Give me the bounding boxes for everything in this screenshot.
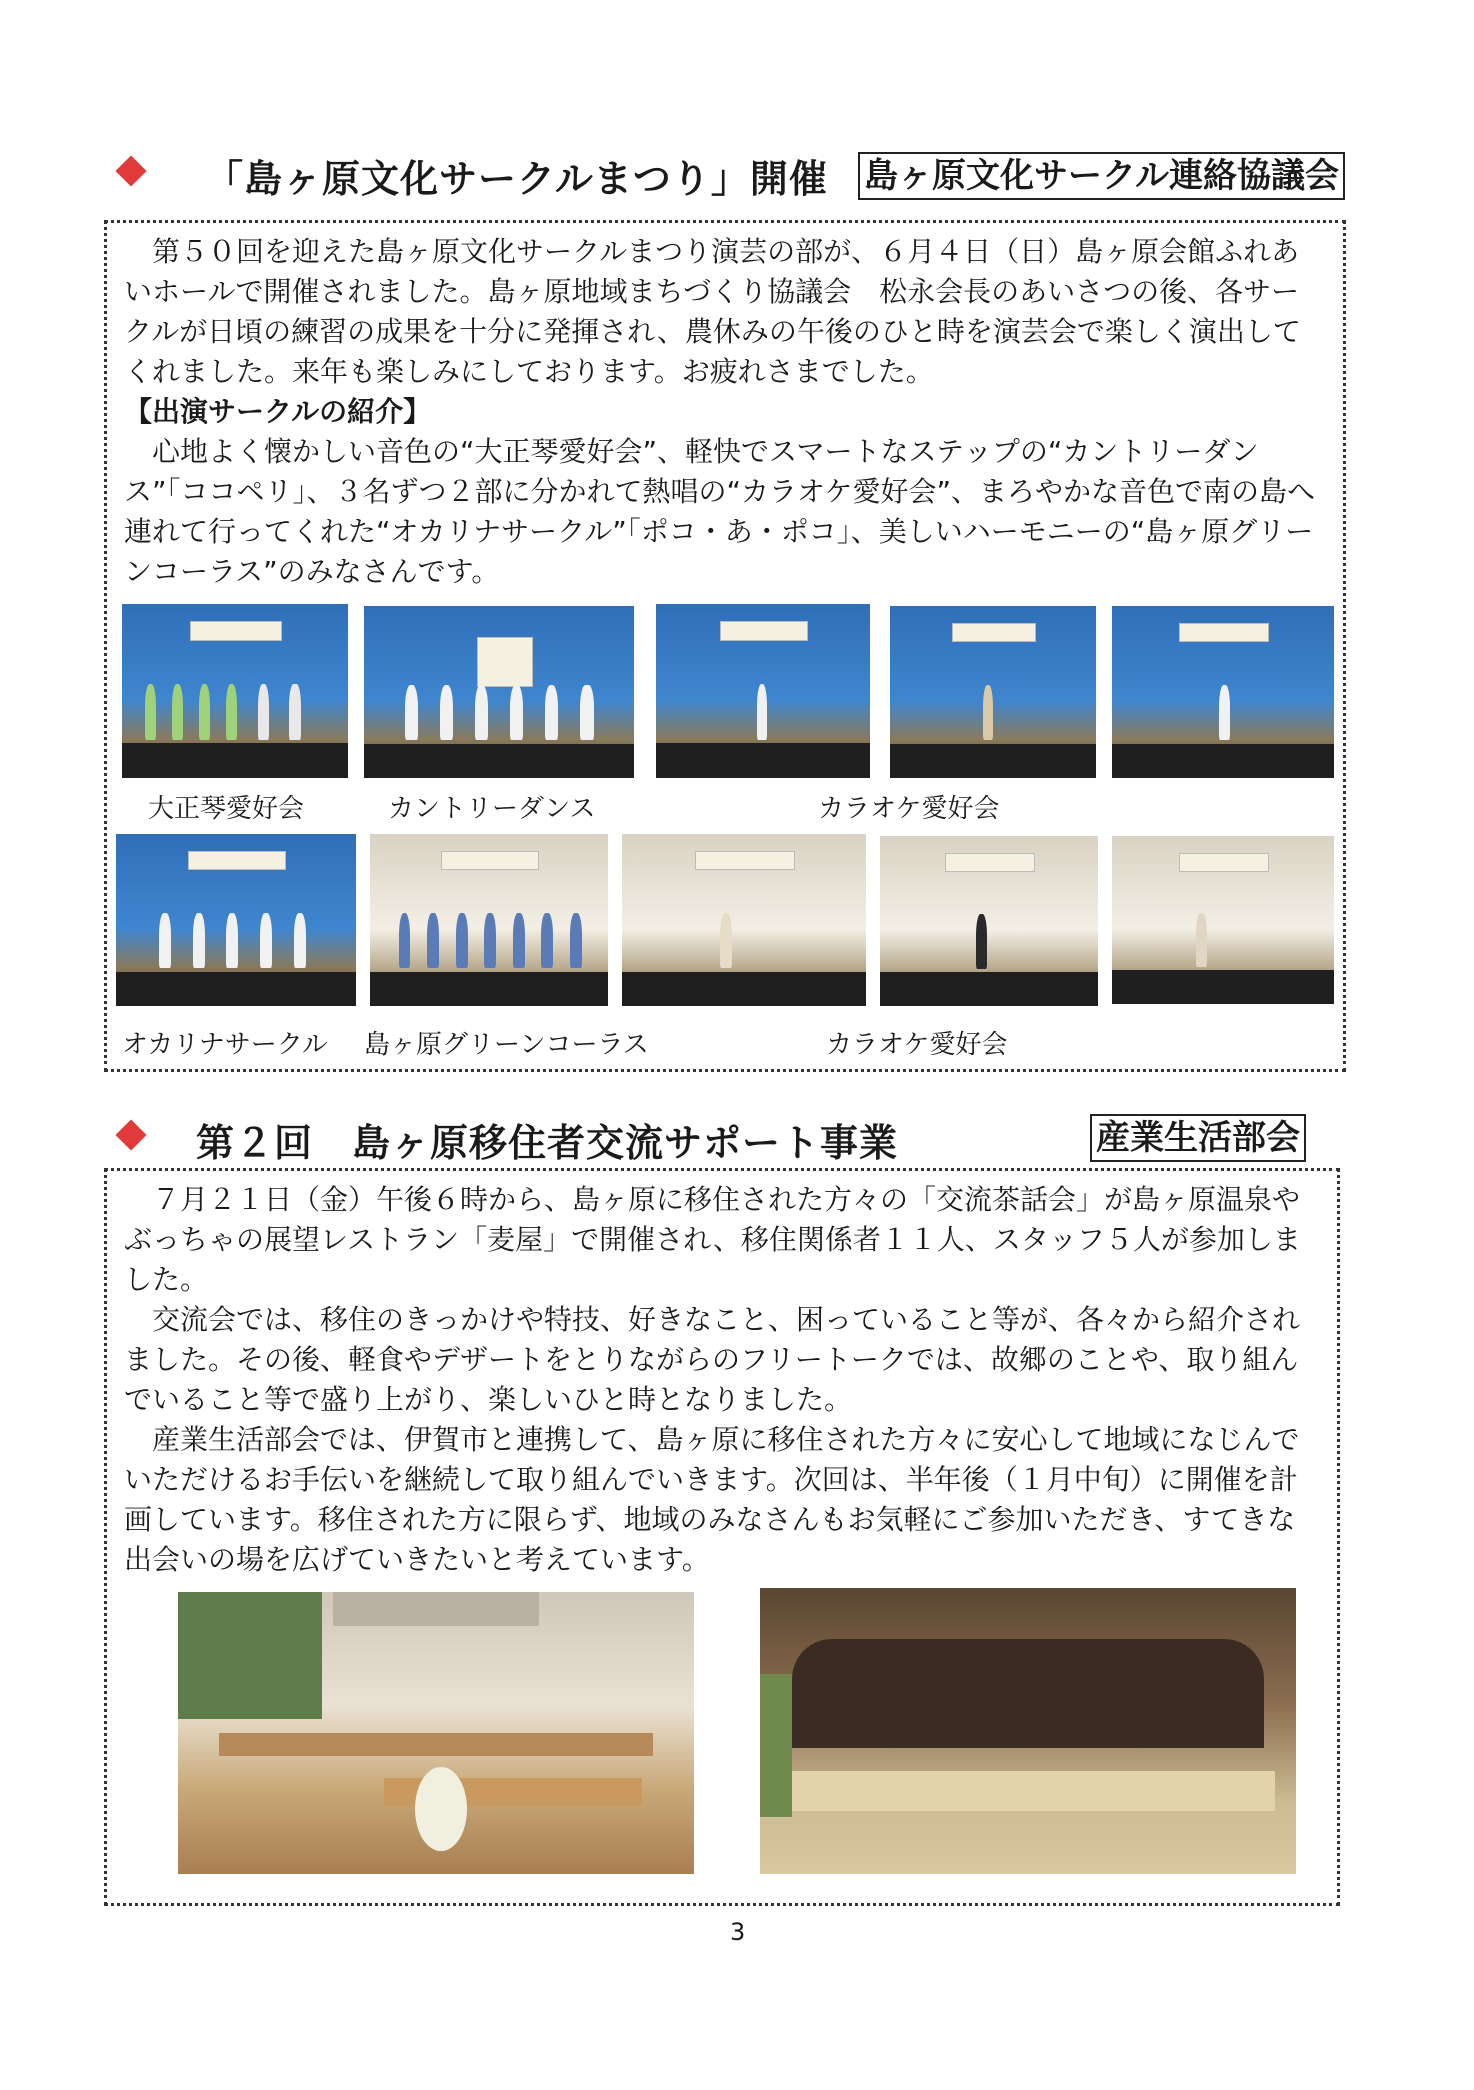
page-number: 3 xyxy=(730,1918,746,1946)
section2-paragraph-1: ７月２１日（金）午後６時から、島ヶ原に移住された方々の「交流茶話会」が島ヶ原温泉やぶっちゃの展望レストラン「麦屋」で開催され、移住関係者１１人、スタッフ５人が参加しました。 xyxy=(124,1183,1301,1296)
section2-text xyxy=(124,1180,1320,1580)
section1-organization: 島ヶ原文化サークル連絡協議会 xyxy=(858,152,1345,200)
caption-karaoke-2: カラオケ愛好会 xyxy=(826,1030,1008,1060)
section1-bullet-icon xyxy=(115,155,146,186)
section2-paragraph-3: 産業生活部会では、伊賀市と連携して、島ヶ原に移住された方々に安心して地域になじんでいただけるお手伝いを継続して取り組んでいきます。次回は、半年後（１月中旬）に開催を計画しています。移住された方に限らず、地域のみなさんもお気軽にご参加いただき、すてきな出会いの場を広げていきたいと考えています。 xyxy=(124,1423,1300,1576)
photo-karaoke-4 xyxy=(622,834,866,1006)
caption-taishogoto: 大正琴愛好会 xyxy=(148,794,305,824)
photo-karaoke-5 xyxy=(880,836,1098,1006)
photo-karaoke-1 xyxy=(656,604,870,778)
photo-green-chorus xyxy=(370,834,608,1006)
section1-intro2: 心地よく懐かしい音色の“大正琴愛好会”、軽快でスマートなステップの“カントリーダンス”「ココペリ」、３名ずつ２部に分かれて熱唱の“カラオケ愛好会”、まろやかな音色で南の島へ連れて行ってくれた“オカリナサークル”「ポコ・あ・ポコ」、美しいハーモニーの“島ヶ原グリーンコーラス”のみなさんです。 xyxy=(124,435,1315,588)
section2-organization: 産業生活部会 xyxy=(1090,1114,1306,1162)
caption-green-chorus: 島ヶ原グリーンコーラス xyxy=(364,1030,649,1060)
photo-karaoke-6 xyxy=(1112,836,1334,1004)
photo-group-photo xyxy=(760,1588,1296,1874)
section1-text xyxy=(124,232,1324,592)
section2-paragraph-2: 交流会では、移住のきっかけや特技、好きなこと、困っていること等が、各々から紹介されました。その後、軽食やデザートをとりながらのフリートークでは、故郷のことや、取り組んでいること等で盛り上がり、楽しいひと時となりました。 xyxy=(124,1303,1301,1416)
caption-ocarina: オカリナサークル xyxy=(122,1030,328,1060)
section1-subheading: 【出演サークルの紹介】 xyxy=(124,395,432,428)
photo-ocarina xyxy=(116,834,356,1006)
section1-title: 「島ヶ原文化サークルまつり」開催 xyxy=(205,157,828,201)
caption-karaoke-1: カラオケ愛好会 xyxy=(818,794,1000,824)
photo-karaoke-2 xyxy=(890,606,1096,778)
caption-country-dance: カントリーダンス xyxy=(388,794,596,824)
section1-intro: 第５０回を迎えた島ヶ原文化サークルまつり演芸の部が、６月４日（日）島ヶ原会館ふれあいホールで開催されました。島ヶ原地域まちづくり協議会 松永会長のあいさつの後、各サークルが日頃の練習の成果を十分に発揮され、農休みの午後のひと時を演芸会で楽しく演出してくれました。来年も楽しみにしております。お疲れさまでした。 xyxy=(124,235,1301,388)
photo-exchange-meeting xyxy=(178,1592,694,1874)
photo-country-dance xyxy=(364,606,634,778)
section2-title: 第２回 島ヶ原移住者交流サポート事業 xyxy=(196,1121,899,1165)
photo-karaoke-3 xyxy=(1112,606,1334,778)
photo-taishogoto xyxy=(122,604,348,778)
section2-bullet-icon xyxy=(115,1119,146,1150)
